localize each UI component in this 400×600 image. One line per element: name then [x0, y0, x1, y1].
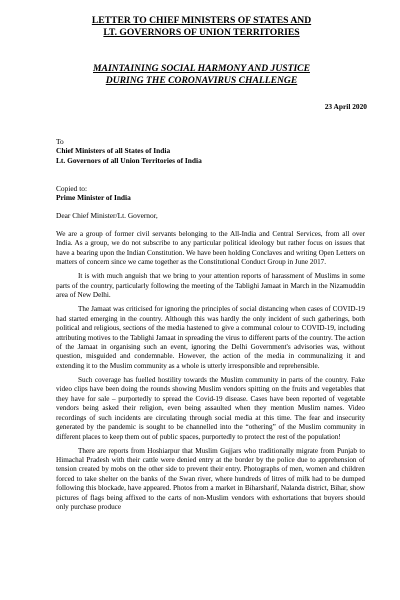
letter-title-line-2: LT. GOVERNORS OF UNION TERRITORIES	[103, 27, 300, 38]
recipient-line-2: Lt. Governors of all Union Territories of India	[56, 155, 202, 165]
body-paragraph-3: The Jamaat was criticised for ignoring the principles of social distancing when cases of COVID-19 had started emerging in the country. Although this was hardly the only incident of such gatherings, both political and religious, sections of the media hastened to give a communal colour to COVID-19, including attributing motives to the Tablighi Jamaat in spreading the virus to different parts of the country. The action of the Jamaat in organising such an event, ignoring the Delhi Government's advisories was, without question, misguided and condemnable. However, the action of the media in communalizing it and extending it to the Muslim community as a whole is utterly irresponsible and reprehensible.	[56, 305, 365, 370]
copied-to-label: Copied to:	[56, 184, 87, 193]
recipient-line-1: Chief Ministers of all States of India	[56, 146, 171, 156]
letter-title-line-1: LETTER TO CHIEF MINISTERS OF STATES AND	[91, 15, 312, 26]
letter-body	[56, 230, 365, 517]
letter-date: 23 April 2020	[324, 102, 367, 111]
letter-title	[40, 15, 363, 39]
copied-to-name: Prime Minister of India	[56, 193, 131, 203]
recipients-block	[56, 137, 356, 165]
letter-subject	[40, 63, 363, 87]
body-paragraph-2: It is with much anguish that we bring to your attention reports of harassment of Muslims in some parts of the country, particularly following the meeting of the Tablighi Jamaat in March in the Nizamuddin area of New Delhi.	[56, 272, 365, 300]
body-paragraph-5: There are reports from Hoshiarpur that Muslim Gujjars who traditionally migrate from Punjab to Himachal Pradesh with their cattle were denied entry at the border by the police due to apprehension of tension created by mobs on the other side to prevent their entry. Photographs of men, women and children forced to take shelter on the banks of the Swan river, where hundreds of litres of milk had to be dumped following this blockade, have appeared. Photos from a market in Biharsharif, Nalanda district, Bihar, show pictures of flags being affixed to the carts of non-Muslim vendors with exhortations that buyers should only purchase produce	[56, 446, 365, 512]
to-label: To	[56, 137, 64, 146]
letter-subject-line-1: MAINTAINING SOCIAL HARMONY AND JUSTICE	[93, 63, 310, 74]
letter-subject-line-2: DURING THE CORONAVIRUS CHALLENGE	[105, 75, 298, 86]
body-paragraph-1: We are a group of former civil servants belonging to the All-India and Central Services, from all over India. As a group, we do not subscribe to any particular political ideology but rather focus on issues that have a bearing upon the Indian Constitution. We have been holding Conclaves and writing Open Letters on matters of concern since we came together as the Constitutional Conduct Group in June 2017.	[56, 230, 365, 267]
body-paragraph-4: Such coverage has fuelled hostility towards the Muslim community in parts of the country. Fake video clips have been doing the rounds showing Muslim vendors spitting on the fruits and vegetables that they have for sale – purportedly to spread the Covid-19 disease. Cases have been reported of vegetable vendors being asked their religion, even being assaulted when they mention Muslim names. Video recordings of such incidents are circulating through social media at this time. The fear and insecurity generated by the pandemic is sought to be channelled into the “othering” of the Muslim community in different places to keep them out of public spaces, purportedly to protect the rest of the population!	[56, 375, 365, 441]
copied-to-block	[56, 184, 356, 203]
salutation: Dear Chief Minister/Lt. Governor,	[56, 211, 158, 220]
